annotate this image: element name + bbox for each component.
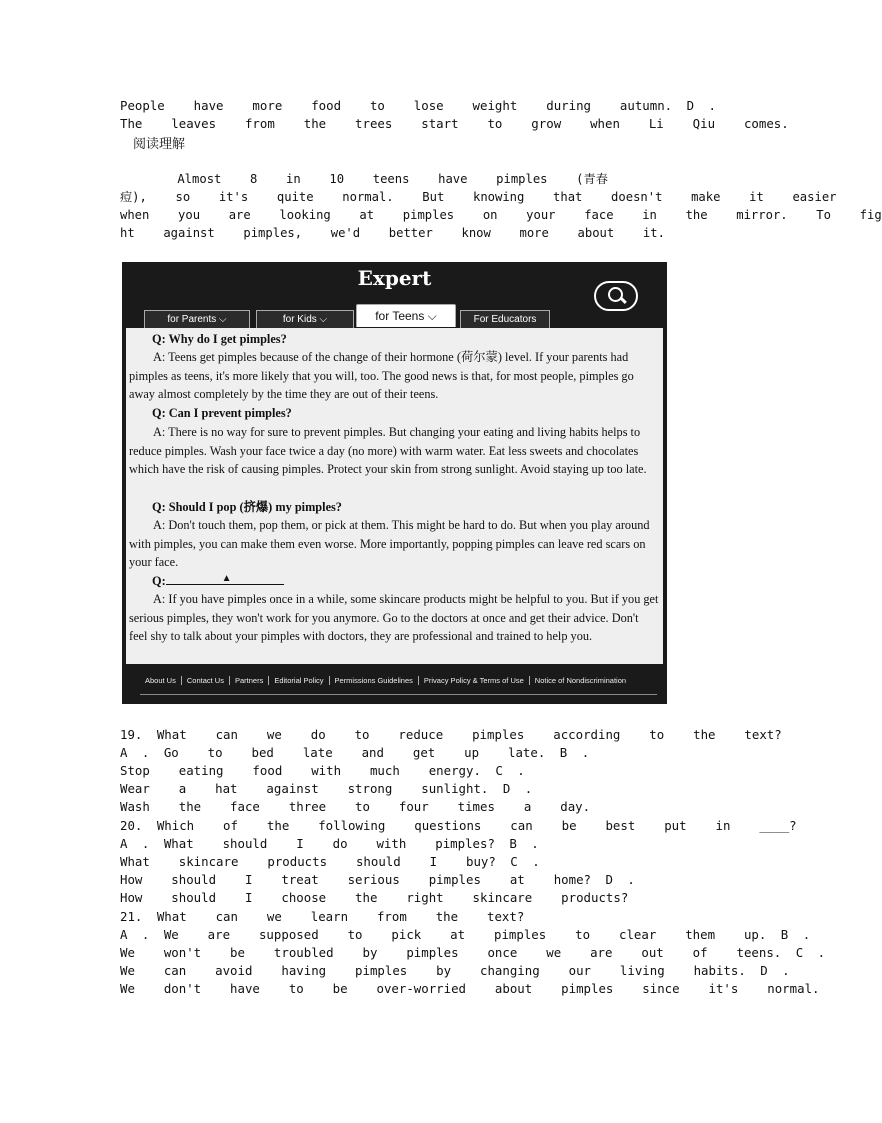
footer-link: Privacy Policy & Terms of Use xyxy=(419,676,530,685)
qa-content xyxy=(126,328,663,664)
answer-blank xyxy=(166,573,284,585)
blank-question-label: Q: xyxy=(152,574,166,588)
footer-link: Permissions Guidelines xyxy=(330,676,419,685)
footer-link: About Us xyxy=(140,676,182,685)
option-line: A . Go to bed late and get up late. B . xyxy=(120,745,590,760)
answer-text: A: If you have pimples once in a while, some skincare products might be helpful to you. But if you get serious pimples, they won't work for you anymore. Go to the doctors at once and get their advice. Don't feel shy to talk about your pimples with doctors, they are professional and trained to help you. xyxy=(129,592,659,644)
option-line: Stop eating food with much energy. C . xyxy=(120,763,525,778)
option-line: Wear a hat against strong sunlight. D . xyxy=(120,781,533,796)
tab-for-educators: For Educators xyxy=(460,310,550,328)
option-line: Wash the face three to four times a day. xyxy=(120,799,591,814)
triangle-marker-icon: ▲ xyxy=(221,573,232,584)
option-line: We don't have to be over-worried about pimples since it's normal. xyxy=(120,981,820,996)
question-heading: Q: Why do I get pimples? xyxy=(152,332,287,346)
scanned-webpage-image xyxy=(122,262,667,704)
tab-for-teens: for Teens ⌵ xyxy=(356,304,456,327)
intro-line: ht against pimples, we'd better know more about it. xyxy=(120,226,665,240)
tab-for-parents: for Parents ⌵ xyxy=(144,310,250,328)
tab-for-kids: for Kids ⌵ xyxy=(256,310,354,328)
intro-line: 痘), so it's quite normal. But knowing that doesn't make it easier xyxy=(120,190,837,204)
intro-line: Almost 8 in 10 teens have pimples (青春 xyxy=(120,172,608,186)
intro-line: when you are looking at pimples on your face in the mirror. To fig xyxy=(120,208,882,222)
footer-link: Editorial Policy xyxy=(269,676,329,685)
answer-text: A: Teens get pimples because of the change of their hormone (荷尔蒙) level. If your parents had pimples as teens, it's more likely that you will, too. The good news is that, for most people, pimples go away almost completely by the time they are out of their teens. xyxy=(129,350,634,402)
option-line: How should I choose the right skincare products? xyxy=(120,890,629,905)
question-heading: Q: Can I prevent pimples? xyxy=(152,406,292,420)
option-line: We can avoid having pimples by changing our living habits. D . xyxy=(120,963,790,978)
question-line: 19. What can we do to reduce pimples according to the text? xyxy=(120,727,782,742)
option-line: A . What should I do with pimples? B . xyxy=(120,836,539,851)
question-line: 21. What can we learn from the text? xyxy=(120,909,525,924)
text-line: The leaves from the trees start to grow when Li Qiu comes. xyxy=(120,116,789,131)
option-line: A . We are supposed to pick at pimples to clear them up. B . xyxy=(120,927,811,942)
site-title: Expert xyxy=(357,266,432,290)
footer-link: Contact Us xyxy=(182,676,230,685)
answer-text: A: There is no way for sure to prevent pimples. But changing your eating and living habits helps to reduce pimples. Wash your face twice a day (no more) with warm water. Eat less sweets and chocolates which have the risk of causing pimples. Protect your skin from strong sunlight. Avoid staying up too late. xyxy=(129,425,647,477)
footer-link: Notice of Nondiscrimination xyxy=(534,676,627,685)
section-heading: 阅读理解 xyxy=(133,137,186,152)
option-line: What skincare products should I buy? C . xyxy=(120,854,540,869)
question-heading: Q: Should I pop (挤爆) my pimples? xyxy=(152,500,342,514)
option-line: We won't be troubled by pimples once we are out of teens. C . xyxy=(120,945,826,960)
option-line: How should I treat serious pimples at home? D . xyxy=(120,872,635,887)
footer-link: Partners xyxy=(230,676,269,685)
site-footer xyxy=(122,664,667,704)
question-line: 20. Which of the following questions can be best put in ____? xyxy=(120,818,797,833)
blank-question xyxy=(152,572,659,591)
answer-text: A: Don't touch them, pop them, or pick at them. This might be hard to do. But when you play around with pimples, you can make them even worse. More importantly, popping pimples can leave red scars on your face. xyxy=(129,518,650,570)
text-line: People have more food to lose weight during autumn. D . xyxy=(120,98,716,113)
search-icon xyxy=(594,281,638,311)
